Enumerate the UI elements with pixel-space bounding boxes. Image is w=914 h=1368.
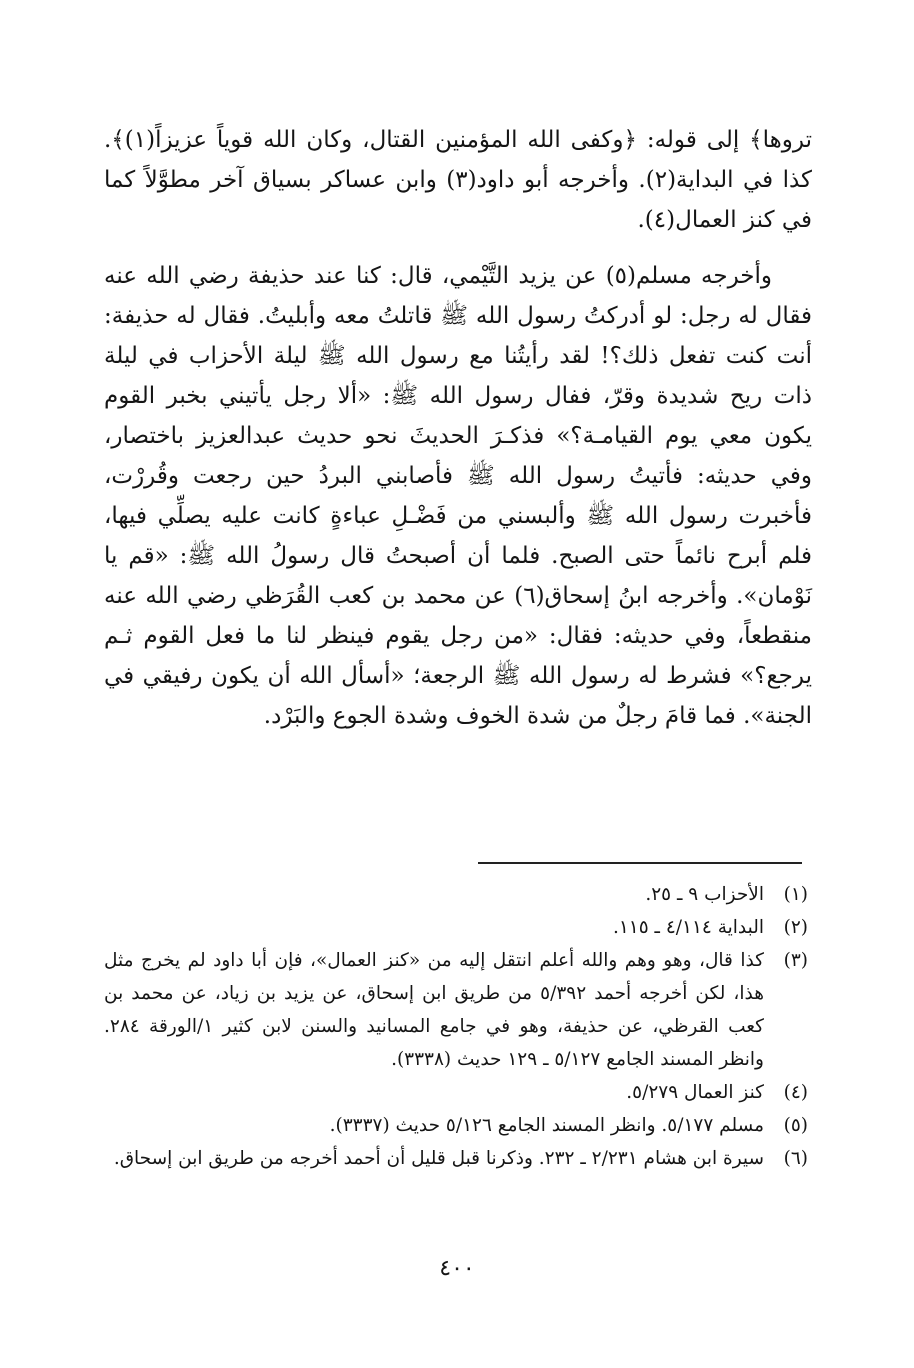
footnotes bbox=[104, 878, 808, 1175]
footnote-text: مسلم ٥/١٧٧. وانظر المسند الجامع ٥/١٢٦ حديث (٣٣٣٧). bbox=[329, 1115, 764, 1136]
footnote-number: (١) bbox=[783, 884, 808, 905]
footnote-text: الأحزاب ٩ ـ ٢٥. bbox=[645, 884, 764, 905]
paragraph-1: تروها﴾ إلى قوله: ﴿وكفى الله المؤمنين القتال، وكان الله قوياً عزيزاً(١)﴾. كذا في البداية(٢). وأخرجه أبو داود(٣) وابن عساكر بسياق آخر مطوَّلاً كما في كنز العمال(٤). bbox=[104, 127, 812, 233]
footnote-number: (٦) bbox=[783, 1148, 808, 1169]
footnote-text: البداية ٤/١١٤ ـ ١١٥. bbox=[612, 917, 764, 938]
footnote-2 bbox=[104, 911, 808, 944]
footnote-3 bbox=[104, 944, 808, 1076]
page-number: ٤٠٠ bbox=[439, 1256, 475, 1281]
footnote-text: كذا قال، وهو وهم والله أعلم انتقل إليه من «كنز العمال»، فإن أبا داود لم يخرج مثل هذا، لكن أخرجه أحمد ٥/٣٩٢ من طريق ابن إسحاق، عن يزيد بن زياد، عن محمد بن كعب القرظي، عن حذيفة، وهو في جامع المسانيد والسنن لابن كثير ١/الورقة ٢٨٤. وانظر المسند الجامع ٥/١٢٧ ـ ١٢٩ حديث (٣٣٣٨). bbox=[104, 950, 765, 1070]
footnote-1 bbox=[104, 878, 808, 911]
footnote-number: (٣) bbox=[783, 950, 808, 971]
footnote-number: (٤) bbox=[783, 1082, 808, 1103]
footnote-text: سيرة ابن هشام ٢/٢٣١ ـ ٢٣٢. وذكرنا قبل قليل أن أحمد أخرجه من طريق ابن إسحاق. bbox=[113, 1148, 764, 1169]
paragraph-2: وأخرجه مسلم(٥) عن يزيد التَّيْمي، قال: كنا عند حذيفة رضي الله عنه فقال له رجل: لو أدركتُ رسول الله ﷺ قاتلتُ معه وأبليتُ. فقال له حذيفة: أنت كنت تفعل ذلك؟! لقد رأيتُنا مع رسول الله ﷺ ليلة الأحزاب في ليلة ذات ريح شديدة وقرّ، ففال رسول الله ﷺ: «ألا رجل يأتيني بخبر القوم يكون معي يوم القيامـة؟» فذكـرَ الحديثَ نحو حديث عبدالعزيز باختصار، وفي حديثه: فأتيتُ رسول الله ﷺ فأصابني البردُ حين رجعت وقُررْت، فأخبرت رسول الله ﷺ وألبسني من فَضْـلِ عباءةٍ كانت عليه يصلِّي فيها، فلم أبرح نائماً حتى الصبح. فلما أن أصبحتُ قال رسولُ الله ﷺ: «قم يا نَوْمان». وأخرجه ابنُ إسحاق(٦) عن محمد بن كعب القُرَظي رضي الله عنه منقطعاً، وفي حديثه: فقال: «من رجل يقوم فينظر لنا ما فعل القوم ثـم يرجع؟» فشرط له رسول الله ﷺ الرجعة؛ «أسأل الله أن يكون رفيقي في الجنة». فما قامَ رجلٌ من شدة الخوف وشدة الجوع والبَرْد. bbox=[104, 263, 812, 729]
footnote-6 bbox=[104, 1142, 808, 1175]
footnote-5 bbox=[104, 1109, 808, 1142]
footnote-separator bbox=[478, 862, 802, 864]
footnote-number: (٢) bbox=[783, 917, 808, 938]
main-text bbox=[104, 120, 812, 736]
footnote-number: (٥) bbox=[783, 1115, 808, 1136]
footnote-4 bbox=[104, 1076, 808, 1109]
footnote-text: كنز العمال ٥/٢٧٩. bbox=[626, 1082, 764, 1103]
